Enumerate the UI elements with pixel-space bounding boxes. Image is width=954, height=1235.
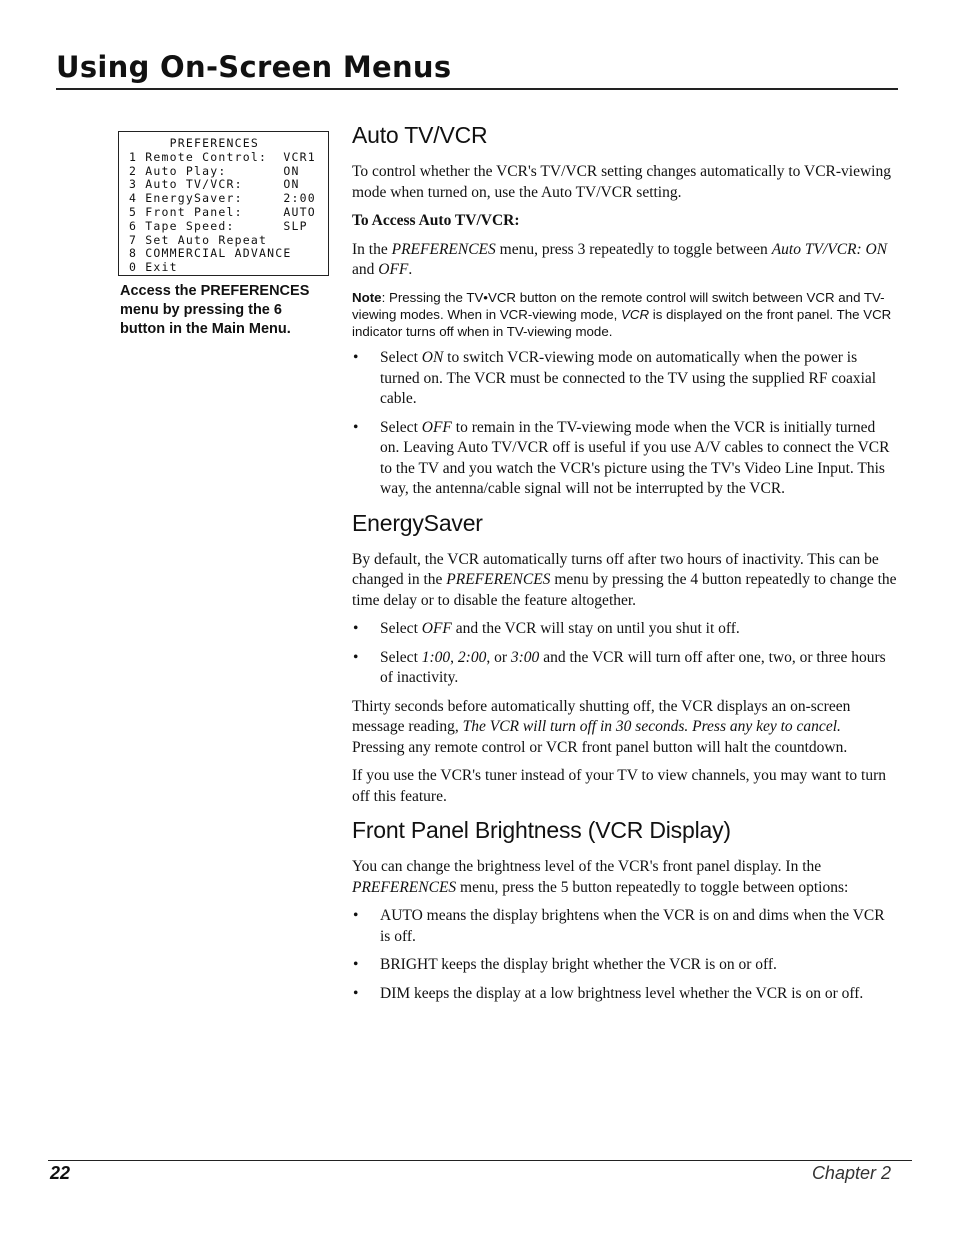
access-instructions: In the PREFERENCES menu, press 3 repeatedly to toggle between Auto TV/VCR: ON and OFF. (352, 240, 888, 278)
list-item: • Select 1:00, 2:00, or 3:00 and the VCR will turn off after one, two, or three hours of inactivity. (352, 648, 897, 689)
menu-line: 5 Front Panel: AUTO (129, 204, 316, 219)
energysaver-intro: By default, the VCR automatically turns off after two hours of inactivity. This can be changed in the PREFERENCES menu by pressing the 4 button repeatedly to change the time delay or to disable the feature altogether. (352, 550, 897, 609)
menu-line: 7 Set Auto Repeat (129, 232, 268, 247)
header-rule (56, 88, 898, 90)
list-item: • BRIGHT keeps the display bright whether the VCR is on or off. (352, 955, 897, 976)
front-panel-heading: Front Panel Brightness (VCR Display) (352, 817, 731, 844)
menu-line: 3 Auto TV/VCR: ON (129, 177, 300, 192)
menu-line: 0 Exit (129, 260, 178, 275)
menu-line: 1 Remote Control: VCR1 (129, 149, 316, 164)
auto-tv-vcr-intro: To control whether the VCR's TV/VCR setting changes automatically to VCR-viewing mode when turned on, use the Auto TV/VCR setting. (352, 163, 891, 201)
front-panel-intro: You can change the brightness level of the VCR's front panel display. In the PREFERENCES menu, press the 5 button repeatedly to toggle between options: (352, 858, 849, 896)
front-panel-bullets (352, 906, 897, 1004)
list-item: • DIM keeps the display at a low brightness level whether the VCR is on or off. (352, 984, 897, 1005)
list-item: • Select OFF and the VCR will stay on until you shut it off. (352, 619, 897, 640)
menu-line: 2 Auto Play: ON (129, 163, 300, 178)
page-number: 22 (50, 1163, 71, 1183)
list-item: • AUTO means the display brightens when the VCR is on and dims when the VCR is off. (352, 906, 897, 947)
auto-tv-vcr-heading: Auto TV/VCR (352, 122, 488, 148)
menu-line: 4 EnergySaver: 2:00 (129, 191, 316, 206)
menu-line: 8 COMMERCIAL ADVANCE (129, 246, 292, 261)
energysaver-bullets (352, 619, 897, 689)
chapter-label: Chapter 2 (811, 1163, 891, 1183)
main-content (352, 120, 897, 1012)
auto-tv-vcr-bullets (352, 348, 897, 500)
energysaver-heading: EnergySaver (352, 509, 483, 536)
list-item: • Select OFF to remain in the TV-viewing mode when the VCR is initially turned on. Leaving Auto TV/VCR off is useful if you use A/V cables to connect the VCR to the TV and you watch the VCR's picture using the TV's Video Line Input. This way, the antenna/cable signal will not be interrupted by the VCR. (352, 418, 897, 500)
footer-rule (48, 1160, 912, 1161)
energysaver-tuner: If you use the VCR's tuner instead of your TV to view channels, you may want to turn off this feature. (352, 767, 887, 805)
list-item: • Select ON to switch VCR-viewing mode on automatically when the power is turned on. The VCR must be connected to the TV using the supplied RF coaxial cable. (352, 348, 897, 410)
energysaver-message: Thirty seconds before automatically shutting off, the VCR displays an on-screen message reading, The VCR will turn off in 30 seconds. Press any key to cancel. Pressing any remote control or VCR front panel button will halt the countdown. (352, 697, 851, 756)
menu-line: PREFERENCES (129, 136, 259, 150)
note: Note: Pressing the TV•VCR button on the remote control will switch between VCR and TV-viewing modes. When in VCR-viewing mode, VCR is displayed on the front panel. The VCR indicator turns off when in TV-viewing mode. (352, 289, 892, 340)
access-heading: To Access Auto TV/VCR: (352, 212, 520, 229)
page-header-title: Using On-Screen Menus (56, 50, 452, 84)
menu-caption: Access the PREFERENCES menu by pressing the 6 button in the Main Menu. (120, 283, 310, 337)
menu-line: 6 Tape Speed: SLP (129, 218, 308, 233)
preferences-menu-screen (118, 131, 329, 276)
